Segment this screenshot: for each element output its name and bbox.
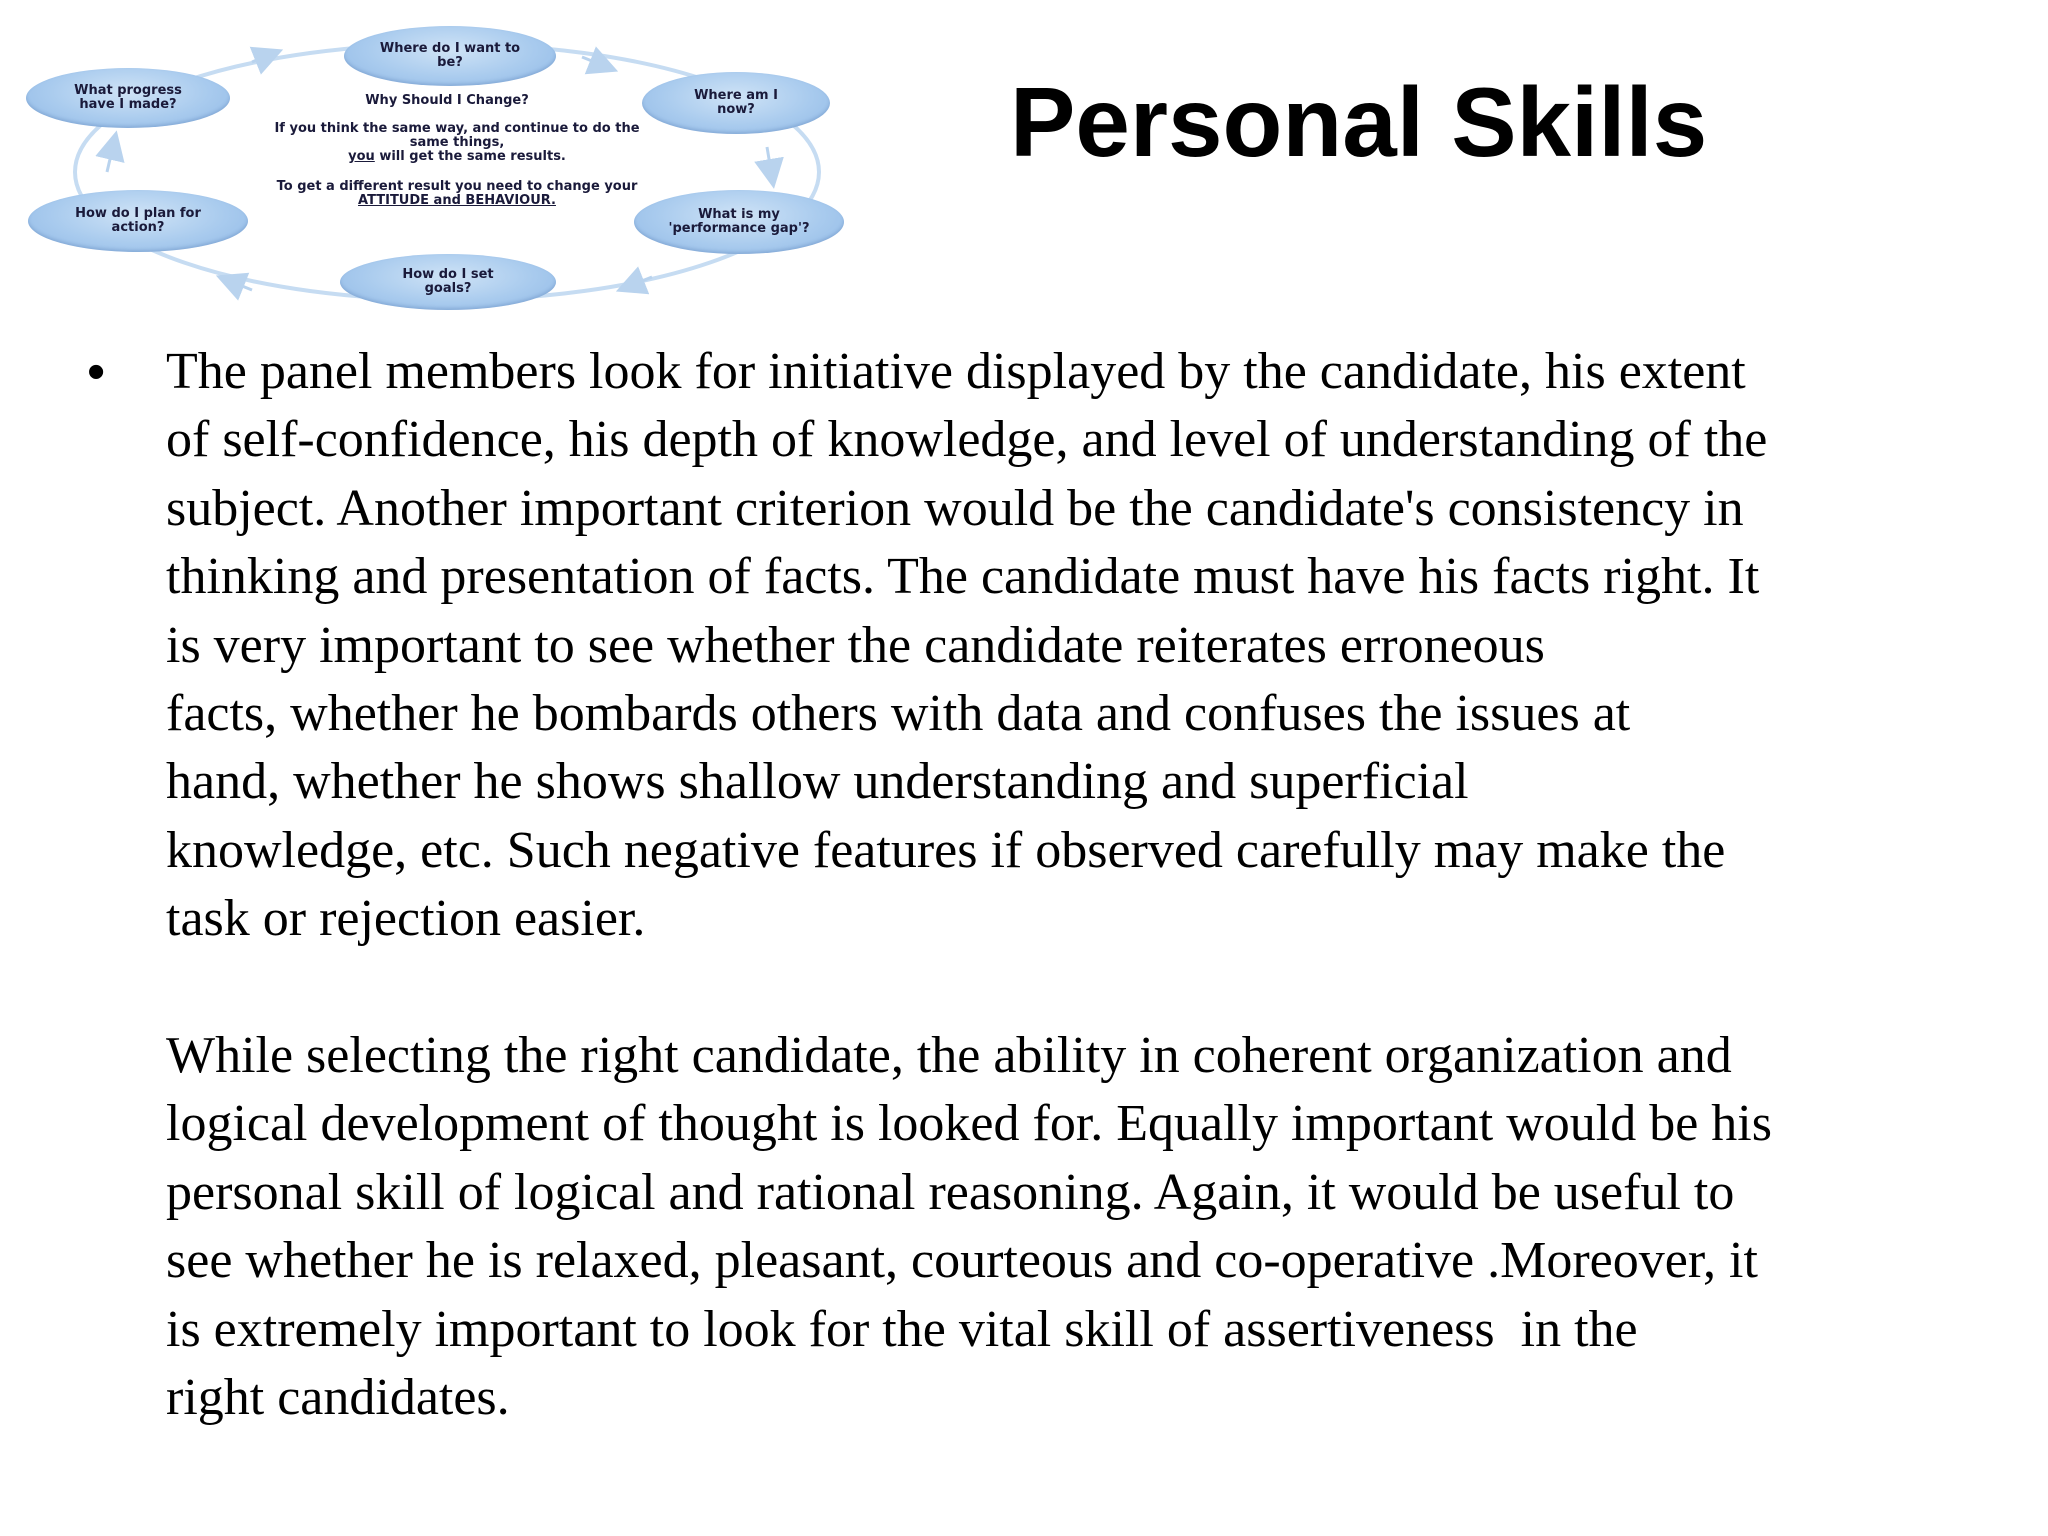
- change-cycle-diagram: [22, 22, 872, 314]
- diagram-center-line2-rest: will get the same results.: [374, 149, 566, 164]
- paragraph-1-line: hand, whether he shows shallow understanding and superficial: [166, 753, 1469, 811]
- diagram-center-line4: ATTITUDE and BEHAVIOUR.: [358, 193, 556, 208]
- paragraph-1-line: task or rejection easier.: [166, 890, 646, 948]
- paragraph-1-line: is very important to see whether the candidate reiterates erroneous: [166, 616, 1545, 674]
- paragraph-2-line: personal skill of logical and rational reasoning. Again, it would be useful to: [166, 1163, 1735, 1221]
- diagram-node-where-now: Where am I now?: [642, 72, 830, 134]
- bullet-icon: •: [87, 343, 106, 401]
- diagram-node-plan-action: How do I plan for action?: [28, 190, 248, 252]
- paragraph-1-line: of self-confidence, his depth of knowledge, and level of understanding of the: [166, 411, 1768, 469]
- paragraph-1-line: subject. Another important criterion would be the candidate's consistency in: [166, 479, 1744, 537]
- slide-title: Personal Skills: [1010, 67, 1708, 177]
- diagram-node-set-goals: How do I set goals?: [340, 254, 556, 310]
- diagram-center-line1: If you think the same way, and continue to do the same things,: [274, 121, 640, 150]
- diagram-center-line2: [197, 150, 717, 164]
- diagram-node-progress: What progress have I made?: [26, 68, 230, 128]
- paragraph-1-line: facts, whether he bombards others with data and confuses the issues at: [166, 685, 1631, 742]
- paragraph-2-line: right candidates.: [166, 1369, 510, 1426]
- paragraph-1-line: thinking and presentation of facts. The candidate must have his facts right. It: [166, 548, 1760, 606]
- diagram-node-where-want: Where do I want to be?: [344, 26, 556, 86]
- paragraph-2-line: logical development of thought is looked for. Equally important would be his: [166, 1095, 1772, 1153]
- paragraph-2-line: is extremely important to look for the vital skill of assertiveness in the: [166, 1300, 1638, 1358]
- paragraph-1-line: The panel members look for initiative displayed by the candidate, his extent: [166, 343, 1746, 400]
- diagram-center-heading: Why Should I Change?: [365, 93, 529, 108]
- diagram-center-you: you: [348, 149, 375, 164]
- diagram-node-performance-gap: What is my 'performance gap'?: [634, 190, 844, 254]
- diagram-center-line3: To get a different result you need to change your: [276, 179, 638, 194]
- paragraph-2-line: see whether he is relaxed, pleasant, courteous and co-operative .Moreover, it: [166, 1232, 1758, 1290]
- paragraph-1-line: knowledge, etc. Such negative features if observed carefully may make the: [166, 821, 1726, 879]
- paragraph-2-line: While selecting the right candidate, the ability in coherent organization and: [166, 1027, 1732, 1084]
